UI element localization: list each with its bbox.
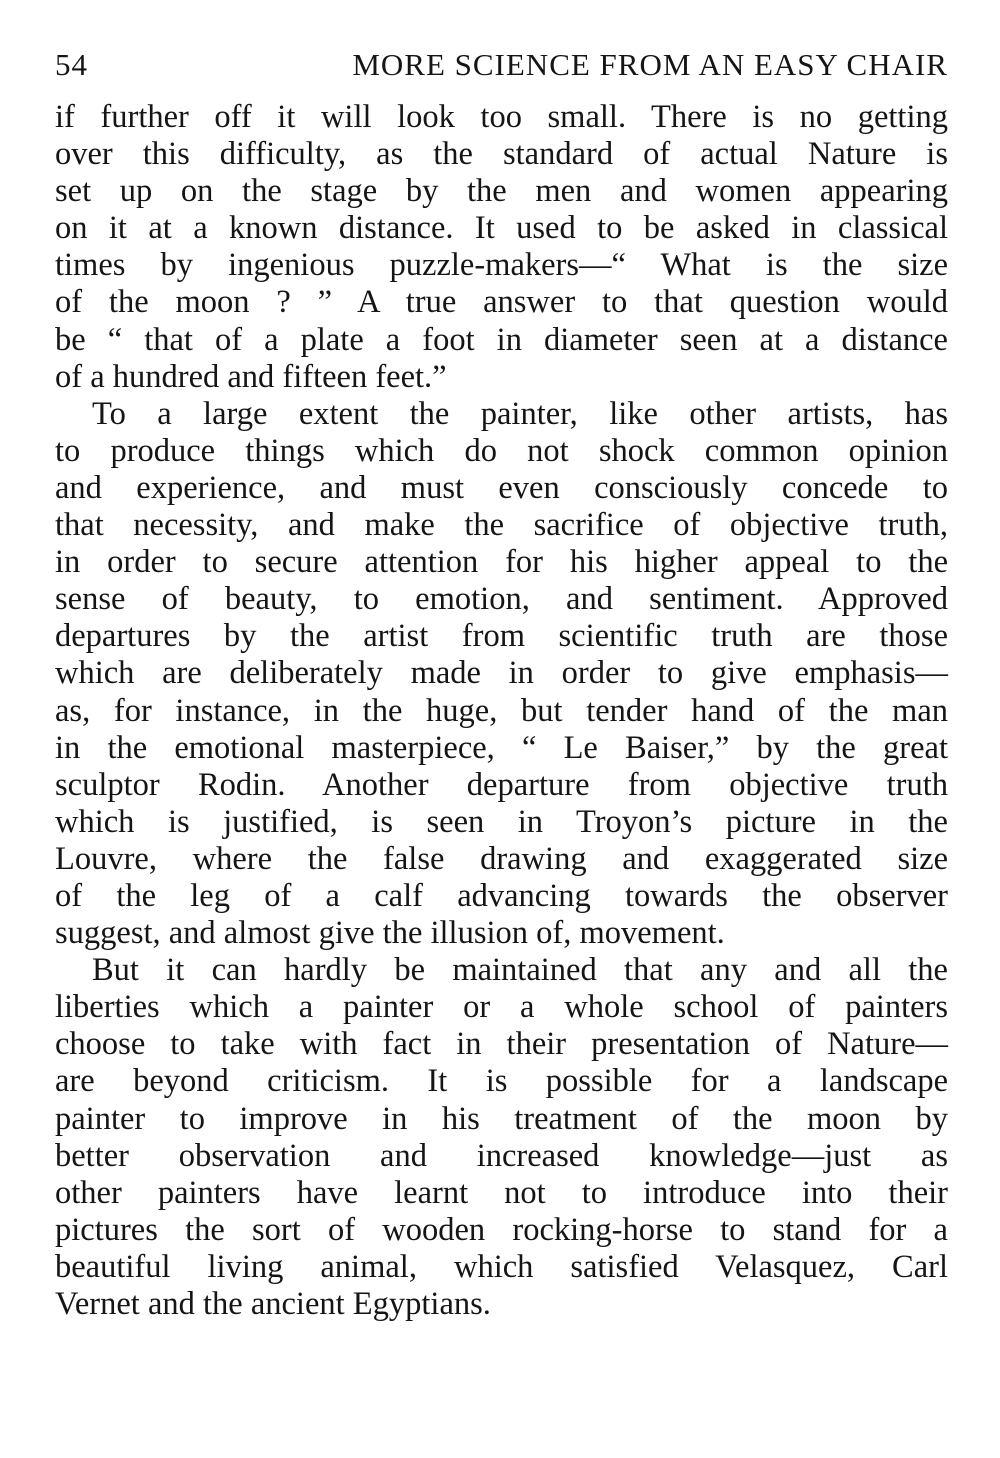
text-line: liberties which a painter or a whole school of painters	[55, 989, 948, 1026]
text-line: To a large extent the painter, like other artists, has	[92, 395, 948, 432]
text-line: which are deliberately made in order to give emphasis—	[55, 655, 948, 692]
text-line: choose to take with fact in their presentation of Nature—	[55, 1026, 948, 1063]
text-line: Vernet and the ancient Egyptians.	[55, 1286, 491, 1322]
text-line: other painters have learnt not to introduce into their	[55, 1174, 948, 1211]
text-line: departures by the artist from scientific truth are those	[55, 618, 948, 655]
text-line: and experience, and must even consciously concede to	[55, 469, 948, 506]
text-line: suggest, and almost give the illusion of, movement.	[55, 915, 725, 952]
running-title: MORE SCIENCE FROM AN EASY CHAIR	[352, 47, 948, 82]
text-line: are beyond criticism. It is possible for a landscape	[55, 1063, 948, 1100]
text-line: be “ that of a plate a foot in diameter seen at a distance	[55, 321, 948, 358]
text-line: But it can hardly be maintained that any and all the	[92, 952, 948, 989]
page-number: 54	[55, 47, 88, 82]
text-line: on it at a known distance. It used to be asked in classical	[55, 210, 948, 247]
text-line: over this difficulty, as the standard of actual Nature is	[55, 136, 948, 173]
text-line: painter to improve in his treatment of the moon by	[55, 1100, 948, 1137]
text-line: sculptor Rodin. Another departure from objective truth	[55, 766, 948, 803]
text-line: as, for instance, in the huge, but tender hand of the man	[55, 692, 948, 729]
text-line: of a hundred and fifteen feet.”	[55, 358, 447, 395]
text-line: set up on the stage by the men and women appearing	[55, 173, 948, 210]
text-line: sense of beauty, to emotion, and sentiment. Approved	[55, 581, 948, 618]
page-header	[55, 44, 948, 86]
text-line: pictures the sort of wooden rocking-horse to stand for a	[55, 1211, 948, 1248]
text-line: in the emotional masterpiece, “ Le Baiser,” by the great	[55, 729, 948, 766]
text-line: times by ingenious puzzle-makers—“ What is the size	[55, 247, 948, 284]
text-line: beautiful living animal, which satisfied Velasquez, Carl	[55, 1248, 948, 1285]
text-line: better observation and increased knowledge—just as	[55, 1137, 948, 1174]
text-line: which is justified, is seen in Troyon’s picture in the	[55, 803, 948, 840]
text-line: of the leg of a calf advancing towards the observer	[55, 877, 948, 914]
text-line: to produce things which do not shock common opinion	[55, 432, 948, 469]
text-line: if further off it will look too small. There is no getting	[55, 99, 948, 135]
text-line: that necessity, and make the sacrifice of objective truth,	[55, 507, 948, 544]
body-text	[55, 99, 948, 1323]
text-line: Louvre, where the false drawing and exaggerated size	[55, 840, 948, 877]
text-line: in order to secure attention for his higher appeal to the	[55, 544, 948, 581]
text-line: of the moon ? ” A true answer to that question would	[55, 284, 948, 321]
